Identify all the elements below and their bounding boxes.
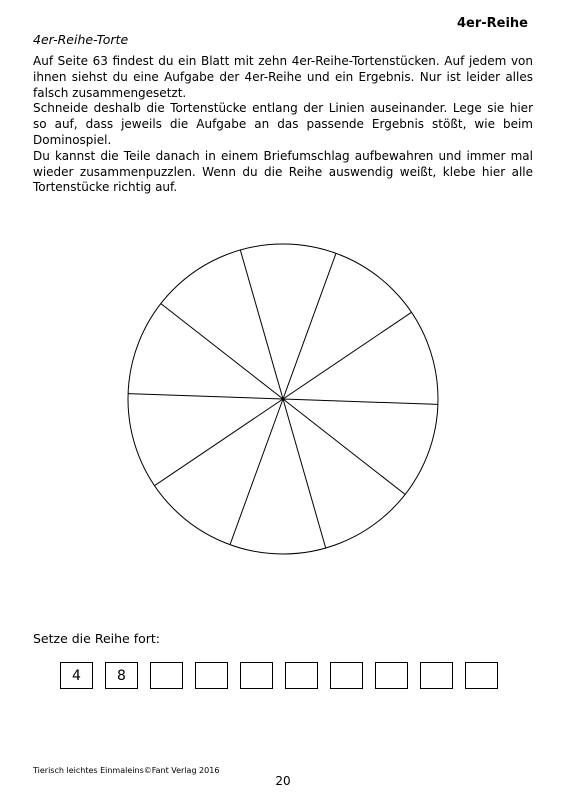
pie-slice-line-4 — [283, 399, 405, 494]
instruction-paragraph-2: Schneide deshalb die Tortenstücke entlang der Linien auseinander. Lege sie hier so auf, dass jeweils die Aufgabe an das passende Ergebnis stößt, wie beim Dominospiel. — [33, 101, 533, 147]
pie-slice-line-9 — [161, 304, 283, 399]
answer-box-1[interactable]: 4 — [60, 662, 93, 689]
series-label: Setze die Reihe fort: — [33, 631, 160, 646]
pie-slice-line-1 — [283, 253, 336, 399]
pie-slice-line-5 — [283, 399, 326, 548]
pie-slice-line-7 — [155, 399, 284, 486]
answer-box-6[interactable] — [285, 662, 318, 689]
pie-slice-line-10 — [240, 250, 283, 399]
task-title: 4er-Reihe-Torte — [33, 32, 129, 47]
page-topic: 4er-Reihe — [456, 16, 528, 31]
pie-slice-line-3 — [283, 399, 438, 404]
pie-slice-line-8 — [128, 394, 283, 399]
answer-box-9[interactable] — [420, 662, 453, 689]
instruction-paragraph-1: Auf Seite 63 findest du ein Blatt mit zehn 4er-Reihe-Tortenstücken. Auf jedem von ihnen siehst du eine Aufgabe der 4er-Reihe und ein Ergebnis. Nur ist leider alles falsch zusammengesetzt. — [33, 54, 533, 100]
answer-box-5[interactable] — [240, 662, 273, 689]
pie-slice-line-2 — [283, 312, 412, 399]
answer-box-4[interactable] — [195, 662, 228, 689]
answer-box-10[interactable] — [465, 662, 498, 689]
answer-box-2[interactable]: 8 — [105, 662, 138, 689]
answer-box-row — [60, 662, 498, 689]
answer-box-3[interactable] — [150, 662, 183, 689]
footer-credit: Tierisch leichtes Einmaleins©Fant Verlag 2016 — [33, 766, 220, 775]
pie-outline — [128, 244, 438, 554]
pie-slice-line-6 — [230, 399, 283, 545]
instructions — [33, 54, 533, 196]
answer-box-8[interactable] — [375, 662, 408, 689]
answer-box-7[interactable] — [330, 662, 363, 689]
instruction-paragraph-3: Du kannst die Teile danach in einem Briefumschlag aufbewahren und immer mal wieder zusammenpuzzlen. Wenn du die Reihe auswendig weißt, klebe hier alle Tortenstücke richtig auf. — [33, 148, 533, 195]
page-number: 20 — [275, 774, 291, 788]
